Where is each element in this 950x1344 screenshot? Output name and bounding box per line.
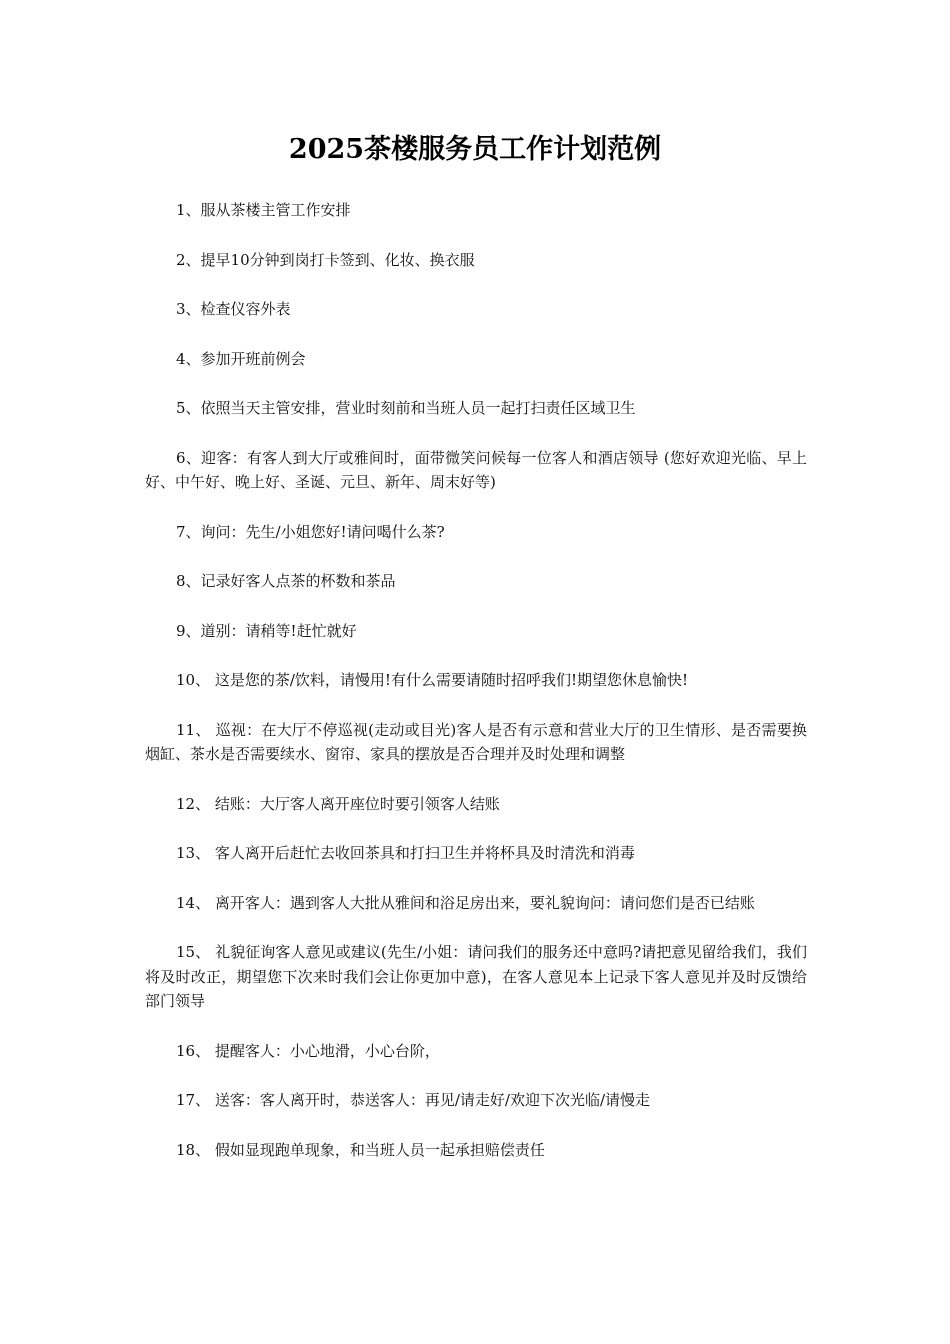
list-item: 5、依照当天主管安排，营业时刻前和当班人员一起打扫责任区域卫生 [176,399,636,417]
list-item: 12、 结账：大厅客人离开座位时要引领客人结账 [176,794,500,813]
list-item: 8、记录好客人点茶的杯数和茶品 [176,572,396,590]
list-item: 14、 离开客人：遇到客人大批从雅间和浴足房出来，要礼貌询问：请问您们是否已结账 [176,893,755,912]
list-item: 16、 提醒客人：小心地滑，小心台阶， [176,1041,440,1060]
list-item: 13、 客人离开后赶忙去收回茶具和打扫卫生并将杯具及时清洗和消毒 [176,844,635,862]
list-item: 17、 送客：客人离开时，恭送客人：再见/请走好/欢迎下次光临/请慢走 [176,1091,651,1109]
list-item: 15、 礼貌征询客人意见或建议(先生/小姐：请问我们的服务还中意吗?请把意见留给我们，我们将及时改正，期望您下次来时我们会让你更加中意)，在客人意见本上记录下客人意见并及时反馈给部门领导 [145,943,807,1010]
list-item: 1、服从茶楼主管工作安排 [176,201,351,219]
list-item: 3、检查仪容外表 [176,300,291,318]
list-item: 7、询问：先生/小姐您好!请问喝什么茶? [176,522,445,541]
list-item: 10、 这是您的茶/饮料，请慢用!有什么需要请随时招呼我们!期望您休息愉快! [176,671,688,689]
list-item: 9、道别：请稍等!赶忙就好 [176,621,357,640]
list-item: 6、迎客：有客人到大厅或雅间时，面带微笑问候每一位客人和酒店领导 (您好欢迎光临、早上好、中午好、晚上好、圣诞、元旦、新年、周末好等) [145,448,807,491]
list-item: 4、参加开班前例会 [176,349,306,368]
list-item: 2、提早10分钟到岗打卡签到、化妆、换衣服 [176,250,475,269]
list-item: 11、 巡视：在大厅不停巡视(走动或目光)客人是否有示意和营业大厅的卫生情形、是否需要换烟缸、茶水是否需要续水、窗帘、家具的摆放是否合理并及时处理和调整 [145,720,807,763]
document-body [145,198,807,1187]
list-item: 18、 假如显现跑单现象，和当班人员一起承担赔偿责任 [176,1140,545,1159]
document-title: 2025茶楼服务员工作计划范例 [288,134,662,165]
